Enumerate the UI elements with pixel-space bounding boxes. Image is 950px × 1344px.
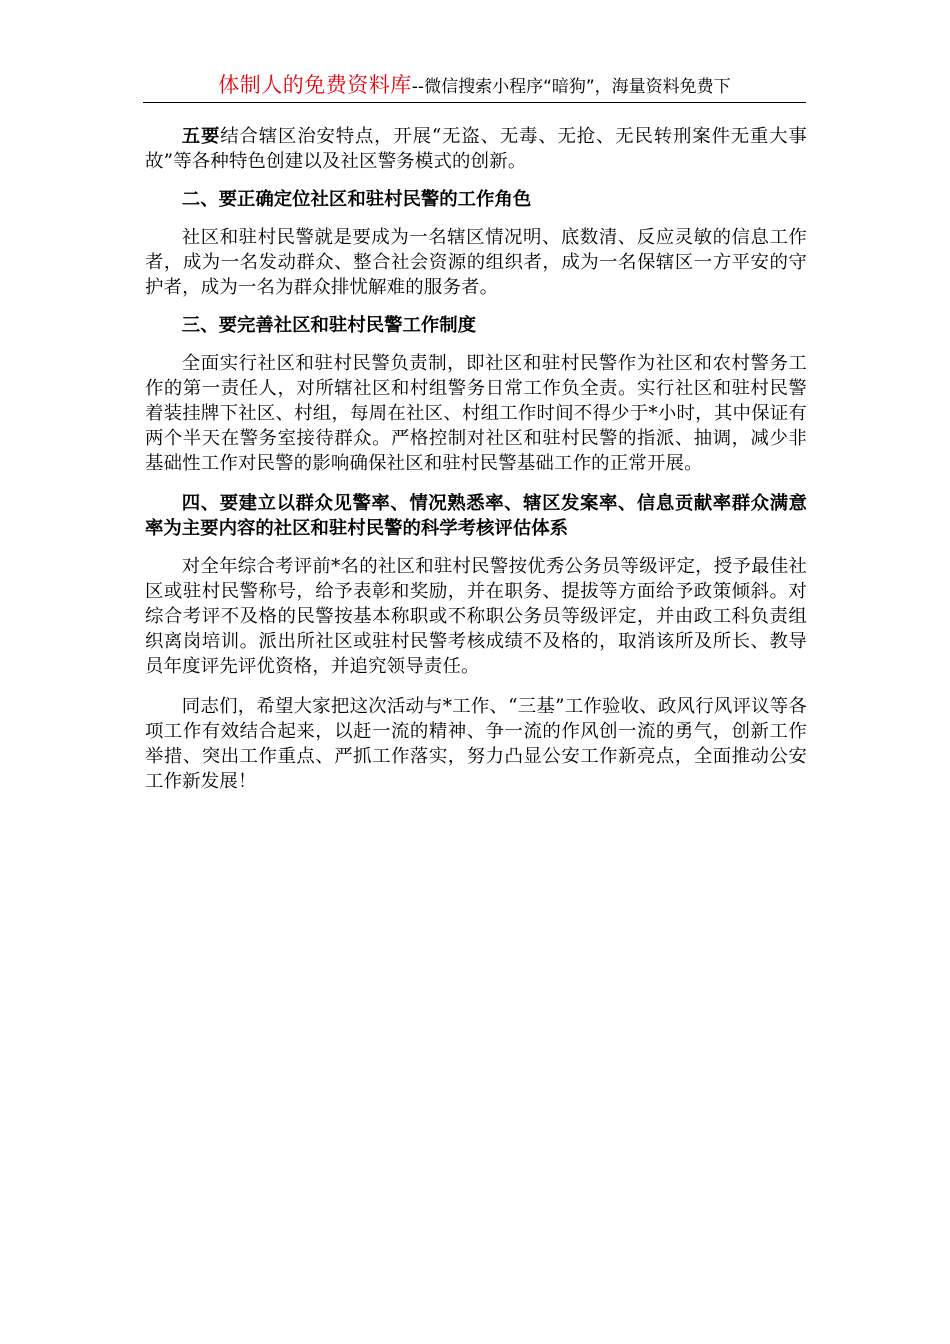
page-header bbox=[143, 72, 806, 103]
header-note: --微信搜索小程序“暗狗”，海量资料免费下 bbox=[411, 77, 731, 97]
section-heading-3: 三、要完善社区和驻村民警工作制度 bbox=[181, 315, 477, 336]
paragraph-1 bbox=[145, 124, 807, 174]
paragraph-1-text: 结合辖区治安特点，开展“无盗、无毒、无抢、无民转刑案件无重大事故”等各种特色创建以及社区警务模式的创新。 bbox=[145, 126, 807, 172]
paragraph-2: 社区和驻村民警就是要成为一名辖区情况明、底数清、反应灵敏的信息工作者，成为一名发动群众、整合社会资源的组织者，成为一名保辖区一方平安的守护者，成为一名为群众排忧解难的服务者。 bbox=[145, 227, 807, 298]
header-brand: 体制人的免费资料库 bbox=[218, 73, 412, 97]
document-body bbox=[145, 124, 807, 794]
paragraph-4: 对全年综合考评前*名的社区和驻村民警按优秀公务员等级评定，授予最佳社区或驻村民警称号，给予表彰和奖励，并在职务、提拔等方面给予政策倾斜。对综合考评不及格的民警按基本称职或不称职公务员等级评定，并由政工科负责组织离岗培训。派出所社区或驻村民警考核成绩不及格的，取消该所及所长、教导员年度评先评优资格，并追究领导责任。 bbox=[145, 556, 807, 677]
paragraph-1-lead: 五要 bbox=[181, 126, 221, 147]
section-heading-4: 四、要建立以群众见警率、情况熟悉率、辖区发案率、信息贡献率群众满意率为主要内容的社区和驻村民警的科学考核评估体系 bbox=[145, 493, 807, 539]
paragraph-5: 同志们，希望大家把这次活动与*工作、“三基”工作验收、政风行风评议等各项工作有效结合起来，以赶一流的精神、争一流的作风创一流的勇气，创新工作举措、突出工作重点、严抓工作落实，努力凸显公安工作新亮点，全面推动公安工作新发展！ bbox=[145, 696, 807, 792]
paragraph-3: 全面实行社区和驻村民警负责制，即社区和驻村民警作为社区和农村警务工作的第一责任人，对所辖社区和村组警务日常工作负全责。实行社区和驻村民警着装挂牌下社区、村组，每周在社区、村组工作时间不得少于*小时，其中保证有两个半天在警务室接待群众。严格控制对社区和驻村民警的指派、抽调，减少非基础性工作对民警的影响确保社区和驻村民警基础工作的正常开展。 bbox=[145, 353, 807, 474]
section-heading-2: 二、要正确定位社区和驻村民警的工作角色 bbox=[181, 189, 532, 210]
